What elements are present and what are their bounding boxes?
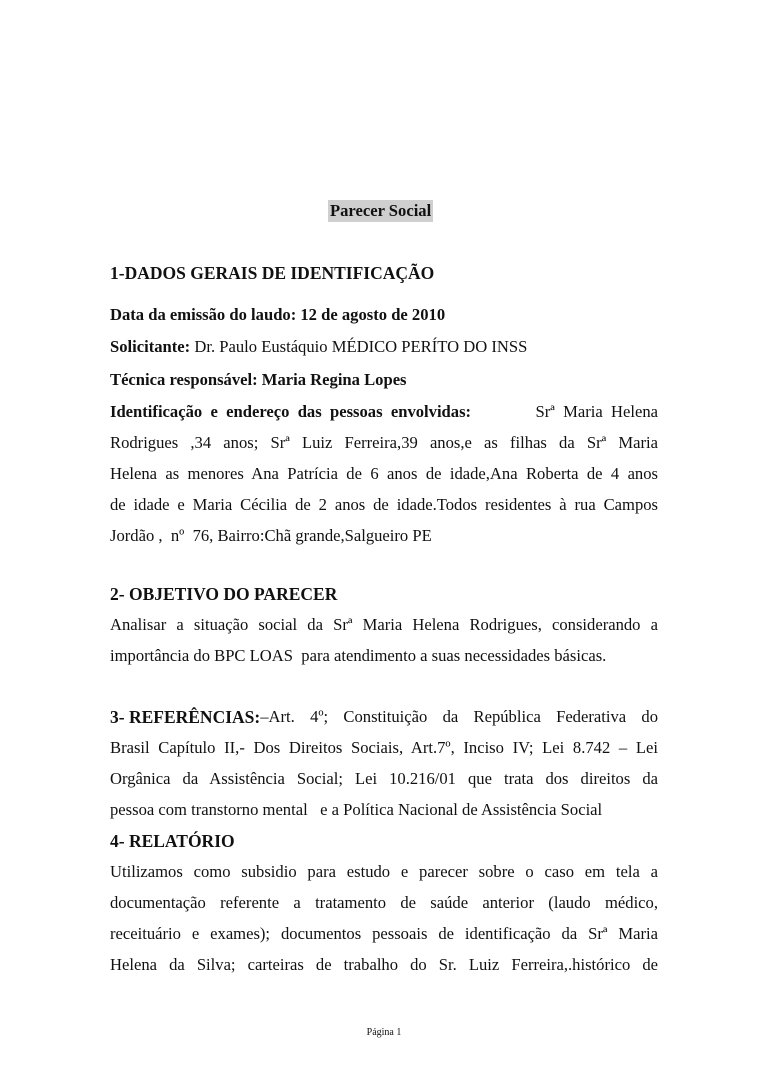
identificacao-line-1 bbox=[110, 401, 658, 423]
referencias-line-4: pessoa com transtorno mental e a Política Nacional de Assistência Social bbox=[110, 800, 603, 819]
identificacao-line-2: Rodrigues ,34 anos; Srª Luiz Ferreira,39 anos,e as filhas da Srª Maria bbox=[110, 433, 658, 452]
objetivo-line-1: Analisar a situação social da Srª Maria Helena Rodrigues, considerando a bbox=[110, 615, 658, 634]
document-title: Parecer Social bbox=[330, 201, 432, 220]
referencias-line-3: Orgânica da Assistência Social; Lei 10.216/01 que trata dos direitos da bbox=[110, 769, 658, 788]
relatorio-line-2: documentação referente a tratamento de saúde anterior (laudo médico, bbox=[110, 893, 658, 912]
identificacao-line-4: de idade e Maria Cécilia de 2 anos de idade.Todos residentes à rua Campos bbox=[110, 495, 658, 514]
section-4-heading: 4- RELATÓRIO bbox=[110, 831, 235, 851]
solicitante bbox=[110, 336, 658, 358]
identificacao-label: Identificação e endereço das pessoas envolvidas: bbox=[110, 402, 472, 421]
solicitante-value: Dr. Paulo Eustáquio MÉDICO PERÍTO DO INSS bbox=[190, 337, 528, 356]
objetivo-line-2: importância do BPC LOAS para atendimento a suas necessidades básicas. bbox=[110, 646, 607, 665]
tecnica-responsavel: Técnica responsável: Maria Regina Lopes bbox=[110, 370, 407, 389]
section-1-heading: 1-DADOS GERAIS DE IDENTIFICAÇÃO bbox=[110, 263, 435, 283]
data-emissao: Data da emissão do laudo: 12 de agosto de 2010 bbox=[110, 305, 446, 324]
identificacao-line-3: Helena as menores Ana Patrícia de 6 anos de idade,Ana Roberta de 4 anos bbox=[110, 464, 658, 483]
identificacao-value: Srª Maria Helena bbox=[531, 402, 658, 421]
page-number: Página 1 bbox=[366, 1027, 402, 1038]
section-3-heading: 3- REFERÊNCIAS: bbox=[110, 707, 261, 727]
relatorio-line-3: receituário e exames); documentos pessoais de identificação da Srª Maria bbox=[110, 924, 658, 943]
section-2-heading: 2- OBJETIVO DO PARECER bbox=[110, 584, 338, 604]
solicitante-label: Solicitante: bbox=[110, 337, 191, 356]
referencias-line-1 bbox=[110, 706, 658, 728]
relatorio-line-1: Utilizamos como subsidio para estudo e parecer sobre o caso em tela a bbox=[110, 862, 658, 881]
referencias-line-1-text: –Art. 4º; Constituição da República Federativa do bbox=[260, 707, 658, 726]
relatorio-line-4: Helena da Silva; carteiras de trabalho do Sr. Luiz Ferreira,.histórico de bbox=[110, 955, 658, 974]
identificacao-line-5: Jordão , nº 76, Bairro:Chã grande,Salgueiro PE bbox=[110, 526, 432, 545]
referencias-line-2: Brasil Capítulo II,- Dos Direitos Sociais, Art.7º, Inciso IV; Lei 8.742 – Lei bbox=[110, 738, 658, 757]
